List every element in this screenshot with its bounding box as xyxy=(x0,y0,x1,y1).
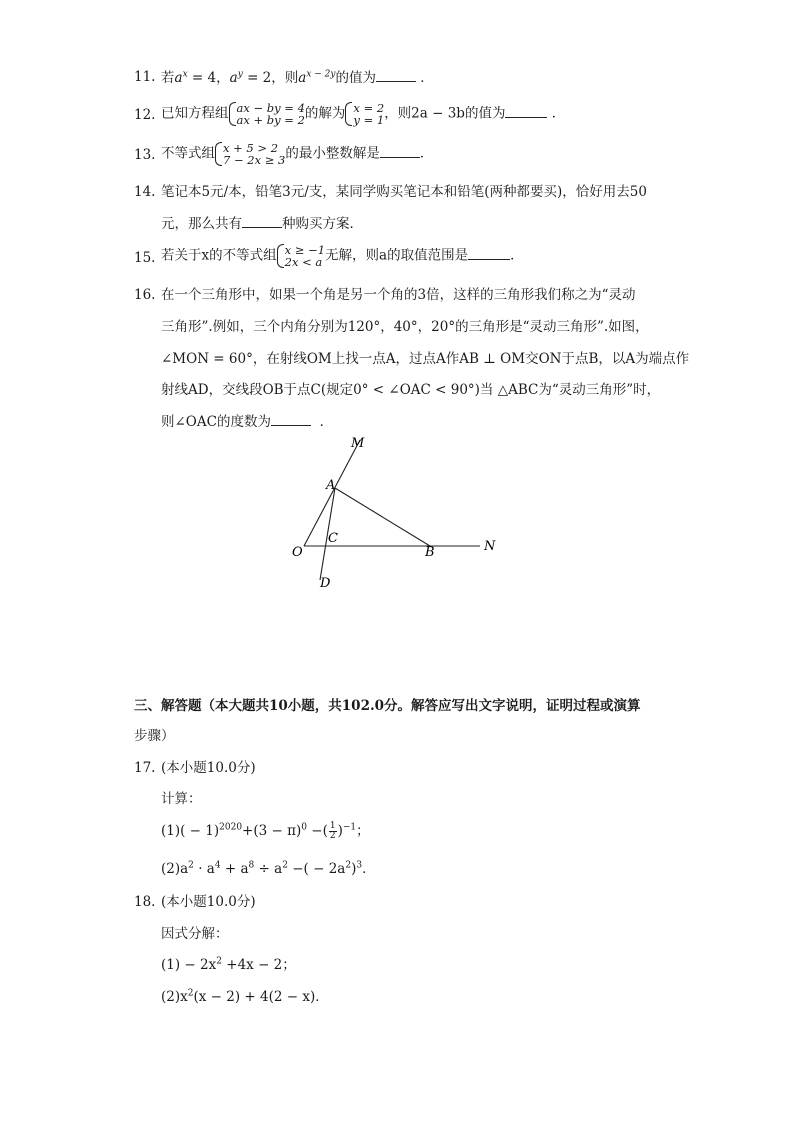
question-number: 12. xyxy=(134,107,156,123)
text: ，则2a − 3b的值为 xyxy=(384,105,506,122)
q17-part1 xyxy=(161,822,370,841)
label-c: C xyxy=(328,531,338,546)
text: 的值为 xyxy=(335,70,376,86)
math-sup: −1 xyxy=(342,822,357,833)
text: 射线AD，交线段OB于点C(规定0° < ∠OAC < 90°)当 △ABC为“灵动三角形”时， xyxy=(161,382,661,398)
text: 三角形”.例如，三个内角分别为120°，40°，20°的三角形是“灵动三角形”.如图， xyxy=(161,319,649,335)
math: −( − 2a xyxy=(287,861,346,877)
equation: ax − by = 4 xyxy=(236,101,305,115)
text: 不等式组 xyxy=(161,145,215,162)
equation: y = 1 xyxy=(353,113,385,127)
q18-part2 xyxy=(161,988,329,1006)
text: 若 xyxy=(161,70,175,86)
segment-ab xyxy=(335,488,430,546)
text: 的最小整数解是 xyxy=(285,145,380,162)
answer-blank[interactable] xyxy=(380,144,420,158)
label-a: A xyxy=(326,478,336,493)
text: 的解为 xyxy=(304,105,346,122)
math-sup: 2 xyxy=(187,988,194,999)
math: ) xyxy=(351,861,357,877)
text: 笔记本5元/本，铅笔3元/支，某同学购买笔记本和铅笔(两种都要买)，恰好用去50 xyxy=(161,184,647,200)
text: ． xyxy=(510,247,524,264)
solution-system xyxy=(345,102,384,126)
math-sup: 2 xyxy=(216,956,222,967)
question-number: 16. xyxy=(134,287,156,303)
question-12 xyxy=(0,102,794,128)
section-heading: 三、解答题（本大题共10小题，共102.0分。解答应写出文字说明，证明过程或演算 xyxy=(134,698,641,714)
fraction xyxy=(329,822,337,841)
question-number: 14. xyxy=(134,184,156,200)
math-sup: x − 2y xyxy=(306,69,336,80)
text: ． xyxy=(419,145,434,162)
math: (1) − 2x xyxy=(161,957,217,973)
inequality: x ≥ −1 xyxy=(284,243,326,257)
math: −( xyxy=(306,823,328,839)
question-number: 15. xyxy=(134,250,156,266)
answer-blank[interactable] xyxy=(376,68,416,82)
text: ； xyxy=(356,823,370,839)
text: 无解，则a的取值范围是 xyxy=(325,247,469,264)
text: ． xyxy=(319,414,334,430)
label-m: M xyxy=(351,436,365,451)
label-b: B xyxy=(425,545,435,560)
math-sup: 8 xyxy=(248,860,255,871)
text: ． xyxy=(362,861,376,877)
answer-blank[interactable] xyxy=(468,246,510,260)
math: +(3 − π) xyxy=(242,823,302,839)
math: + a xyxy=(220,861,249,877)
text: ． xyxy=(420,70,434,86)
score: (本小题10.0分) xyxy=(161,894,256,910)
question-13 xyxy=(0,142,794,168)
label-o: O xyxy=(292,545,303,560)
text: = 4， xyxy=(187,70,230,86)
math-sup: 2 xyxy=(188,860,194,871)
text: 种购买方案． xyxy=(282,216,363,232)
math: a xyxy=(229,70,238,86)
q17-part2 xyxy=(161,860,376,878)
text: = 2，则 xyxy=(242,70,299,86)
equation: ax + by = 2 xyxy=(236,113,305,127)
answer-blank[interactable] xyxy=(505,104,547,118)
equation-system xyxy=(229,102,305,126)
math: (2)a xyxy=(161,861,189,877)
text: 已知方程组 xyxy=(161,105,229,122)
question-number: 13. xyxy=(134,147,156,163)
numerator: 1 xyxy=(329,821,336,831)
math: ÷ a xyxy=(254,861,283,877)
q18-part1 xyxy=(161,956,296,974)
math-sup: 0 xyxy=(301,822,307,833)
denominator: 2 xyxy=(329,831,336,841)
math: (x − 2) + 4(2 − x)． xyxy=(193,989,329,1005)
answer-blank[interactable] xyxy=(271,412,311,426)
inequality-system xyxy=(215,142,285,166)
question-number: 17. xyxy=(134,760,156,776)
math-sup: x xyxy=(182,69,188,80)
label-d: D xyxy=(320,576,331,591)
math: · a xyxy=(193,861,215,877)
equation: x = 2 xyxy=(353,101,385,115)
math: (2)x xyxy=(161,989,188,1005)
text: 在一个三角形中，如果一个角是另一个角的3倍，这样的三角形我们称之为“灵动 xyxy=(161,287,636,303)
math: +4x − 2； xyxy=(221,957,296,973)
score: (本小题10.0分) xyxy=(161,760,256,776)
answer-blank[interactable] xyxy=(242,214,282,228)
label-n: N xyxy=(484,539,496,554)
math: a xyxy=(174,70,183,86)
math-sup: 3 xyxy=(356,860,363,871)
text: 则∠OAC的度数为 xyxy=(161,414,271,430)
question-number: 11. xyxy=(134,69,156,85)
instruction: 因式分解： xyxy=(161,926,229,942)
inequality: 2x < a xyxy=(284,255,323,269)
math-sup: 2020 xyxy=(219,822,243,833)
geometry-figure xyxy=(280,430,520,600)
math-sup: y xyxy=(237,69,243,80)
math-sup: 2 xyxy=(282,860,288,871)
text: ∠MON = 60°，在射线OM上找一点A，过点A作AB ⊥ OM交ON于点B，以A为端点作 xyxy=(161,351,690,367)
math-sup: 2 xyxy=(345,860,352,871)
math-sup: 4 xyxy=(214,860,221,871)
text: 若关于x的不等式组 xyxy=(161,247,277,264)
math: a xyxy=(298,70,307,86)
instruction: 计算： xyxy=(161,791,202,807)
section-heading-cont: 步骤） xyxy=(134,728,175,744)
math: ) xyxy=(337,823,343,839)
inequality: 7 − 2x ≥ 3 xyxy=(223,153,286,167)
inequality: x + 5 > 2 xyxy=(223,141,279,155)
text: 元，那么共有 xyxy=(161,216,242,232)
math: (1)( − 1) xyxy=(161,823,220,839)
question-number: 18. xyxy=(134,894,156,910)
text: ． xyxy=(551,105,566,122)
question-15 xyxy=(0,244,794,270)
inequality-system xyxy=(277,244,325,268)
